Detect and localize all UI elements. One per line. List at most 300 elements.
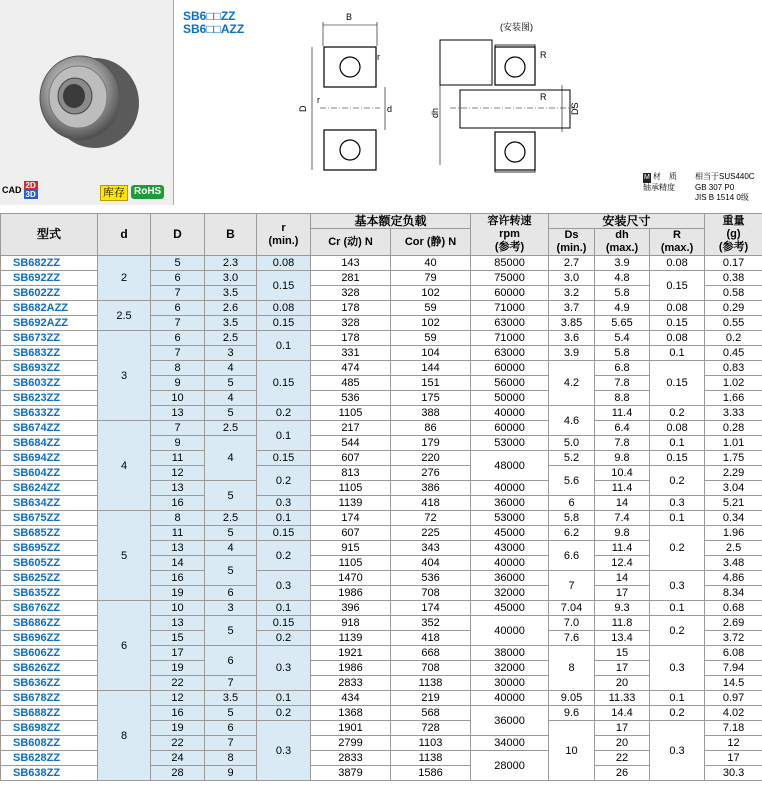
model-link[interactable]: SB683ZZ xyxy=(1,346,98,361)
cell-cr: 1921 xyxy=(311,646,391,661)
cell-cr: 328 xyxy=(311,286,391,301)
model-link[interactable]: SB688ZZ xyxy=(1,706,98,721)
cell-ds: 7.6 xyxy=(549,631,595,646)
cell-cr: 1105 xyxy=(311,556,391,571)
cell-D: 7 xyxy=(151,421,205,436)
cell-cor: 343 xyxy=(391,541,471,556)
cell-R: 0.15 xyxy=(650,451,705,466)
cell-D: 6 xyxy=(151,271,205,286)
bearing-photo-icon xyxy=(0,0,173,180)
bearing-dimension-diagram xyxy=(290,0,590,200)
cell-B: 5 xyxy=(205,376,257,391)
cell-R: 0.08 xyxy=(650,301,705,316)
cell-rpm: 71000 xyxy=(471,301,549,316)
col-header-dh-bottom: (max.) xyxy=(605,242,639,254)
cell-dh: 11.4 xyxy=(595,406,650,421)
cell-D: 17 xyxy=(151,646,205,661)
cell-dh: 5.8 xyxy=(595,346,650,361)
cell-cor: 404 xyxy=(391,556,471,571)
cell-R: 0.2 xyxy=(650,706,705,721)
model-link[interactable]: SB604ZZ xyxy=(1,466,98,481)
cell-D: 16 xyxy=(151,706,205,721)
cell-dh: 26 xyxy=(595,766,650,781)
cell-rpm: 32000 xyxy=(471,586,549,601)
cell-r: 0.15 xyxy=(257,616,311,631)
cell-r: 0.15 xyxy=(257,316,311,331)
cell-R: 0.1 xyxy=(650,436,705,451)
model-link[interactable]: SB698ZZ xyxy=(1,721,98,736)
cell-ds: 3.6 xyxy=(549,331,595,346)
model-link[interactable]: SB684ZZ xyxy=(1,436,98,451)
cell-dh: 13.4 xyxy=(595,631,650,646)
cell-D: 22 xyxy=(151,676,205,691)
model-link[interactable]: SB603ZZ xyxy=(1,376,98,391)
model-link[interactable]: SB623ZZ xyxy=(1,391,98,406)
cell-r: 0.15 xyxy=(257,361,311,406)
cell-D: 7 xyxy=(151,346,205,361)
cell-dh: 17 xyxy=(595,661,650,676)
col-header-install: 安装尺寸 xyxy=(549,214,705,229)
cell-dh: 4.8 xyxy=(595,271,650,286)
cell-cor: 175 xyxy=(391,391,471,406)
cell-cor: 40 xyxy=(391,256,471,271)
col-header-r-bottom: (min.) xyxy=(268,234,299,247)
cell-cr: 544 xyxy=(311,436,391,451)
cell-D: 12 xyxy=(151,691,205,706)
col-header-R xyxy=(650,229,705,256)
cell-weight: 17 xyxy=(705,751,762,766)
cell-cor: 179 xyxy=(391,436,471,451)
cell-d: 8 xyxy=(98,691,151,781)
cell-dh: 20 xyxy=(595,736,650,751)
cell-dh: 11.33 xyxy=(595,691,650,706)
cell-ds: 5.0 xyxy=(549,436,595,451)
cell-d: 6 xyxy=(98,601,151,691)
cell-R: 0.15 xyxy=(650,316,705,331)
cell-ds: 6.2 xyxy=(549,526,595,541)
product-header xyxy=(0,0,762,212)
cell-dh: 7.8 xyxy=(595,436,650,451)
cell-D: 13 xyxy=(151,406,205,421)
model-link[interactable]: SB675ZZ xyxy=(1,511,98,526)
bearing-spec-table xyxy=(0,213,762,781)
cell-d: 3 xyxy=(98,331,151,421)
cell-ds: 8 xyxy=(549,646,595,691)
col-header-weight xyxy=(705,214,762,256)
cell-B: 9 xyxy=(205,766,257,781)
cell-rpm: 45000 xyxy=(471,526,549,541)
cell-d: 5 xyxy=(98,511,151,601)
cell-cr: 174 xyxy=(311,511,391,526)
cell-B: 3 xyxy=(205,346,257,361)
cell-ds: 9.05 xyxy=(549,691,595,706)
cell-weight: 2.29 xyxy=(705,466,762,481)
model-link[interactable]: SB695ZZ xyxy=(1,541,98,556)
cell-B: 6 xyxy=(205,721,257,736)
cell-D: 7 xyxy=(151,316,205,331)
cell-cr: 3879 xyxy=(311,766,391,781)
cell-rpm: 36000 xyxy=(471,706,549,736)
cell-D: 10 xyxy=(151,391,205,406)
model-link[interactable]: SB634ZZ xyxy=(1,496,98,511)
cell-ds: 3.7 xyxy=(549,301,595,316)
cell-r: 0.2 xyxy=(257,406,311,421)
dim-label-d: d xyxy=(387,104,393,114)
model-link[interactable]: SB606ZZ xyxy=(1,646,98,661)
model-link[interactable]: SB682AZZ xyxy=(1,301,98,316)
cell-D: 13 xyxy=(151,541,205,556)
cell-dh: 11.4 xyxy=(595,481,650,496)
cell-weight: 0.68 xyxy=(705,601,762,616)
cell-weight: 0.58 xyxy=(705,286,762,301)
cell-dh: 14.4 xyxy=(595,706,650,721)
series-name-zz: SB6□□ZZ xyxy=(183,9,236,23)
cell-D: 14 xyxy=(151,556,205,571)
cell-D: 15 xyxy=(151,631,205,646)
cell-R: 0.1 xyxy=(650,511,705,526)
cell-dh: 5.4 xyxy=(595,331,650,346)
col-header-d: d xyxy=(98,214,151,256)
cell-cor: 708 xyxy=(391,661,471,676)
cell-ds: 5.6 xyxy=(549,466,595,496)
cell-B: 5 xyxy=(205,406,257,421)
cell-weight: 6.08 xyxy=(705,646,762,661)
cell-B: 2.5 xyxy=(205,511,257,526)
cell-weight: 1.66 xyxy=(705,391,762,406)
model-link[interactable]: SB696ZZ xyxy=(1,631,98,646)
cell-B: 8 xyxy=(205,751,257,766)
cell-D: 11 xyxy=(151,451,205,466)
cell-cor: 388 xyxy=(391,406,471,421)
cell-ds: 5.8 xyxy=(549,511,595,526)
cell-ds: 4.2 xyxy=(549,361,595,406)
cell-rpm: 71000 xyxy=(471,331,549,346)
col-header-ds-bottom: (min.) xyxy=(556,242,587,254)
cell-cr: 2799 xyxy=(311,736,391,751)
cell-rpm: 40000 xyxy=(471,406,549,421)
cell-rpm: 30000 xyxy=(471,676,549,691)
dim-label-dh: dh xyxy=(430,107,440,118)
cell-r: 0.2 xyxy=(257,466,311,496)
cell-R: 0.2 xyxy=(650,616,705,646)
model-link[interactable]: SB635ZZ xyxy=(1,586,98,601)
cell-cor: 1103 xyxy=(391,736,471,751)
col-header-load: 基本额定负载 xyxy=(311,214,471,229)
cell-ds: 2.7 xyxy=(549,256,595,271)
cell-cr: 485 xyxy=(311,376,391,391)
series-name-azz: SB6□□AZZ xyxy=(183,22,245,36)
cad-badge[interactable] xyxy=(2,181,38,199)
cell-dh: 9.3 xyxy=(595,601,650,616)
cell-cr: 1139 xyxy=(311,631,391,646)
cell-rpm: 40000 xyxy=(471,616,549,646)
cad-3d-label: 3D xyxy=(25,190,36,199)
cell-cor: 1138 xyxy=(391,751,471,766)
model-link[interactable]: SB608ZZ xyxy=(1,736,98,751)
material-label: 材 质 xyxy=(652,172,677,181)
cell-r: 0.3 xyxy=(257,496,311,511)
cell-B: 6 xyxy=(205,586,257,601)
cell-B: 3.0 xyxy=(205,271,257,286)
cell-rpm: 38000 xyxy=(471,646,549,661)
cell-B: 5 xyxy=(205,616,257,646)
cell-cor: 1138 xyxy=(391,676,471,691)
cell-rpm: 75000 xyxy=(471,271,549,286)
cell-r: 0.2 xyxy=(257,706,311,721)
cell-B: 3.5 xyxy=(205,316,257,331)
cell-r: 0.1 xyxy=(257,421,311,451)
model-link[interactable]: SB692AZZ xyxy=(1,316,98,331)
cell-cr: 536 xyxy=(311,391,391,406)
cell-rpm: 50000 xyxy=(471,391,549,406)
cell-B: 4 xyxy=(205,391,257,406)
model-link[interactable]: SB673ZZ xyxy=(1,331,98,346)
cell-ds: 7.04 xyxy=(549,601,595,616)
col-header-B: B xyxy=(205,214,257,256)
col-header-model: 型式 xyxy=(1,214,98,256)
cell-cor: 59 xyxy=(391,301,471,316)
cell-rpm: 63000 xyxy=(471,346,549,361)
cell-weight: 12 xyxy=(705,736,762,751)
model-link[interactable]: SB626ZZ xyxy=(1,661,98,676)
cell-cr: 1368 xyxy=(311,706,391,721)
cell-ds: 3.85 xyxy=(549,316,595,331)
cell-B: 2.6 xyxy=(205,301,257,316)
cell-cor: 144 xyxy=(391,361,471,376)
cell-cr: 474 xyxy=(311,361,391,376)
model-link[interactable]: SB682ZZ xyxy=(1,256,98,271)
cell-D: 19 xyxy=(151,586,205,601)
cell-weight: 0.97 xyxy=(705,691,762,706)
dim-label-R-top: R xyxy=(540,50,547,60)
cell-D: 16 xyxy=(151,496,205,511)
dim-label-D: D xyxy=(298,105,308,112)
cell-cr: 143 xyxy=(311,256,391,271)
cell-weight: 1.01 xyxy=(705,436,762,451)
cell-cor: 352 xyxy=(391,616,471,631)
cell-cor: 219 xyxy=(391,691,471,706)
cell-r: 0.1 xyxy=(257,601,311,616)
cell-weight: 3.72 xyxy=(705,631,762,646)
cell-cr: 1470 xyxy=(311,571,391,586)
cell-weight: 7.18 xyxy=(705,721,762,736)
cell-weight: 8.34 xyxy=(705,586,762,601)
cell-cor: 418 xyxy=(391,496,471,511)
cell-weight: 30.3 xyxy=(705,766,762,781)
cell-B: 4 xyxy=(205,541,257,556)
cell-B: 7 xyxy=(205,676,257,691)
cell-cor: 225 xyxy=(391,526,471,541)
cell-cr: 178 xyxy=(311,331,391,346)
cell-rpm: 48000 xyxy=(471,451,549,481)
cell-rpm: 60000 xyxy=(471,286,549,301)
cell-weight: 4.02 xyxy=(705,706,762,721)
cell-cor: 220 xyxy=(391,451,471,466)
model-link[interactable]: SB674ZZ xyxy=(1,421,98,436)
model-link[interactable]: SB605ZZ xyxy=(1,556,98,571)
cell-dh: 11.4 xyxy=(595,541,650,556)
cell-dh: 3.9 xyxy=(595,256,650,271)
cell-weight: 0.83 xyxy=(705,361,762,376)
cell-rpm: 32000 xyxy=(471,661,549,676)
cell-r: 0.2 xyxy=(257,631,311,646)
table-row xyxy=(1,256,762,271)
cell-dh: 9.8 xyxy=(595,526,650,541)
cell-D: 8 xyxy=(151,511,205,526)
cell-R: 0.2 xyxy=(650,526,705,571)
cell-R: 0.1 xyxy=(650,346,705,361)
model-link[interactable]: SB602ZZ xyxy=(1,286,98,301)
cell-ds: 5.2 xyxy=(549,451,595,466)
material-icon: M xyxy=(644,174,650,181)
cell-R: 0.3 xyxy=(650,571,705,601)
cell-cr: 331 xyxy=(311,346,391,361)
model-link[interactable]: SB625ZZ xyxy=(1,571,98,586)
cell-weight: 0.55 xyxy=(705,316,762,331)
cell-B: 4 xyxy=(205,436,257,481)
cell-r: 0.3 xyxy=(257,721,311,781)
cell-B: 5 xyxy=(205,556,257,586)
cell-B: 6 xyxy=(205,646,257,676)
cell-cr: 1139 xyxy=(311,496,391,511)
cell-cor: 386 xyxy=(391,481,471,496)
col-header-dh xyxy=(595,229,650,256)
table-row xyxy=(1,301,762,316)
table-row xyxy=(1,511,762,526)
cell-D: 9 xyxy=(151,436,205,451)
cell-rpm: 36000 xyxy=(471,496,549,511)
cad-2d-label: 2D xyxy=(25,181,36,190)
cell-r: 0.2 xyxy=(257,541,311,571)
model-link[interactable]: SB692ZZ xyxy=(1,271,98,286)
model-link[interactable]: SB636ZZ xyxy=(1,676,98,691)
cell-dh: 10.4 xyxy=(595,466,650,481)
model-link[interactable]: SB638ZZ xyxy=(1,766,98,781)
cell-B: 3.5 xyxy=(205,691,257,706)
cell-B: 2.5 xyxy=(205,421,257,436)
cell-weight: 5.21 xyxy=(705,496,762,511)
cell-dh: 8.8 xyxy=(595,391,650,406)
dim-label-ds: DS xyxy=(570,102,580,115)
cell-ds: 10 xyxy=(549,721,595,781)
cell-cr: 2833 xyxy=(311,676,391,691)
model-link[interactable]: SB633ZZ xyxy=(1,406,98,421)
cell-rpm: 56000 xyxy=(471,376,549,391)
cell-cr: 1105 xyxy=(311,481,391,496)
cell-weight: 2.5 xyxy=(705,541,762,556)
cell-cor: 86 xyxy=(391,421,471,436)
cell-weight: 1.02 xyxy=(705,376,762,391)
col-header-weight-bottom: (参考) xyxy=(718,241,749,253)
model-link[interactable]: SB676ZZ xyxy=(1,601,98,616)
cell-dh: 9.8 xyxy=(595,451,650,466)
cell-d: 2.5 xyxy=(98,301,151,331)
cell-cor: 276 xyxy=(391,466,471,481)
cell-cor: 174 xyxy=(391,601,471,616)
cell-D: 9 xyxy=(151,376,205,391)
cell-D: 16 xyxy=(151,571,205,586)
cell-r: 0.1 xyxy=(257,691,311,706)
model-link[interactable]: SB624ZZ xyxy=(1,481,98,496)
cell-rpm: 60000 xyxy=(471,421,549,436)
cell-dh: 11.8 xyxy=(595,616,650,631)
model-link[interactable]: SB685ZZ xyxy=(1,526,98,541)
cell-dh: 17 xyxy=(595,721,650,736)
cell-B: 4 xyxy=(205,361,257,376)
col-header-speed-mid: rpm xyxy=(499,228,520,240)
col-header-speed-bottom: (参考) xyxy=(494,241,525,253)
cell-R: 0.1 xyxy=(650,601,705,616)
cell-ds: 3.2 xyxy=(549,286,595,301)
cell-ds: 7.0 xyxy=(549,616,595,631)
cell-weight: 0.38 xyxy=(705,271,762,286)
cell-rpm: 63000 xyxy=(471,316,549,331)
series-title xyxy=(183,10,244,36)
cell-weight: 0.29 xyxy=(705,301,762,316)
cad-label: CAD xyxy=(2,185,22,195)
cell-rpm: 40000 xyxy=(471,481,549,496)
cell-R: 0.15 xyxy=(650,361,705,406)
cell-D: 22 xyxy=(151,736,205,751)
cell-ds: 4.6 xyxy=(549,406,595,436)
precision-label: 轴承精度 xyxy=(643,183,675,192)
cell-r: 0.08 xyxy=(257,256,311,271)
cell-weight: 1.96 xyxy=(705,526,762,541)
cell-cr: 918 xyxy=(311,616,391,631)
cell-B: 5 xyxy=(205,526,257,541)
cell-d: 4 xyxy=(98,421,151,511)
cell-weight: 7.94 xyxy=(705,661,762,676)
material-value: 相当于SUS440C xyxy=(695,172,755,181)
model-link[interactable]: SB694ZZ xyxy=(1,451,98,466)
cell-dh: 17 xyxy=(595,586,650,601)
table-row xyxy=(1,331,762,346)
cell-B: 5 xyxy=(205,481,257,511)
cell-R: 0.15 xyxy=(650,271,705,301)
cell-B: 3.5 xyxy=(205,286,257,301)
cell-R: 0.08 xyxy=(650,421,705,436)
cell-rpm: 45000 xyxy=(471,601,549,616)
rohs-badge: RoHS xyxy=(131,185,164,199)
col-header-cor: Cor (静) N xyxy=(391,229,471,256)
cell-weight: 14.5 xyxy=(705,676,762,691)
cell-cor: 59 xyxy=(391,331,471,346)
cell-r: 0.1 xyxy=(257,331,311,361)
cell-weight: 0.17 xyxy=(705,256,762,271)
cell-R: 0.2 xyxy=(650,406,705,421)
cell-rpm: 60000 xyxy=(471,361,549,376)
cell-r: 0.15 xyxy=(257,526,311,541)
cell-B: 3 xyxy=(205,601,257,616)
precision-value-2: JIS B 1514 0级 xyxy=(695,193,749,202)
cell-weight: 0.45 xyxy=(705,346,762,361)
table-row xyxy=(1,601,762,616)
cell-B: 2.5 xyxy=(205,331,257,346)
col-header-dh-top: dh xyxy=(615,229,629,241)
cell-weight: 2.69 xyxy=(705,616,762,631)
col-header-speed xyxy=(471,214,549,256)
dim-label-b: B xyxy=(346,12,353,22)
cell-dh: 14 xyxy=(595,571,650,586)
model-link[interactable]: SB678ZZ xyxy=(1,691,98,706)
table-row xyxy=(1,691,762,706)
model-link[interactable]: SB628ZZ xyxy=(1,751,98,766)
table-row xyxy=(1,421,762,436)
model-link[interactable]: SB693ZZ xyxy=(1,361,98,376)
model-link[interactable]: SB686ZZ xyxy=(1,616,98,631)
cell-D: 7 xyxy=(151,286,205,301)
cell-B: 7 xyxy=(205,736,257,751)
